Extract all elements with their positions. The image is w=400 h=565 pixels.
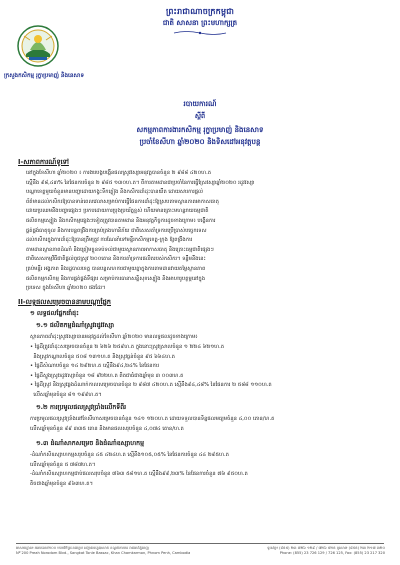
- subsection-1-3-paragraph: [30, 451, 386, 489]
- ministry-logo-icon: [16, 24, 60, 68]
- paragraph-line: បណ្តាខេត្តមួយចំនួនមានបញ្ហាដោយកង្វះទឹកភ្លៀង និងកសិករដាំដុះបានយឺត ដោយសារការផ្តល់: [26, 189, 203, 196]
- bullet-item: [30, 391, 382, 401]
- paragraph-line: លើសឆ្នាំមុនចំនួន ៩៩ ៣៣៥ តោន និងមានផលសរុបចំនួន ៤,០៧៤ តោន/ហ.ត: [30, 425, 184, 432]
- paragraph-line: ព័ត៌មានដល់កសិករឱ្យបានទាន់ពេលវេលាសម្រាប់ការធ្វើផែនការដាំដុះឱ្យស្របតាមស្ថានភាពអាកាសធាតុ: [26, 198, 219, 205]
- section-2-heading: [18, 298, 111, 308]
- paragraph-line: ផលិតកម្មកសិកម្ម និងការផ្គត់ផ្គង់ទីផ្សារ សម្រាប់ការធានាសន្តិសុខស្បៀង និងអាហារូបត្ថម្ភនៅក្នុង: [26, 275, 205, 282]
- subsection-1-heading: ១ លទ្ធផលផ្នែកដាំដុះ: [30, 310, 79, 317]
- paragraph-line: -ដំណាំកសិឧស្សាហកម្មសរុបចំនួន ៤៥ ៤២៤ហ.ត ស្មើនឹង១០៥,០៥% នៃផែនការចំនួន ៤៤ ២៩៥ហ.ត: [30, 452, 229, 458]
- section-2-heading-text: II-លទ្ធផលសម្រេចបាននាមបណ្តាផ្នែក: [18, 298, 111, 306]
- paragraph-line: ការប្រមូលផលស្រូវប្រាំងនៅខែសីហាសម្រេចបានចំនួន ១៤១ ១២០ហ.ត ដោយទទួលបានទិន្នផលមធ្យមចំនួន ៤,០០ តោន/ហ.ត: [30, 416, 275, 422]
- bullet-text: ផ្ទៃដីសំណាបចំនួន ១៤ ២៩២ហ.ត ស្មើនឹង៩៤,២៤% នៃផែនការ: [34, 363, 160, 370]
- bullet-text: ផ្ទៃដីស្ទូងស្រូវរដូវវស្សាចំនួន ១៨ ៩២២ហ.ត ពិតជាធំជាងឆ្នាំមុន ៣ ០០៣ហ.ត: [34, 372, 184, 379]
- paragraph-line: ផលិតកម្មស្បៀង និងកសិកម្មផ្សេងៗទៀតត្រូវបានតាមដាន និងអនុវត្តកិច្ចការដូចខាងក្រោម៖ បង្កើនការ: [26, 217, 216, 224]
- footer-address: [16, 546, 216, 556]
- bullet-item: • ផ្ទៃដីសំណាបចំនួន ១៤ ២៩២ហ.ត ស្មើនឹង៩៤,២៤% នៃផែនការ: [30, 363, 160, 370]
- paragraph-line: នៅក្នុងខែសីហា ឆ្នាំ២០២០ ៖ ការងារបង្កបង្កើនផលស្រូវវស្សាអនុវត្តបានចំនួន ២ ៩៨៨ ៤២០ហ.ត: [26, 170, 212, 176]
- report-period: ប្រចាំខែសីហា ឆ្នាំ២០២០ និងទិសដៅអនុវត្តបន្ត: [139, 138, 261, 146]
- bullet-item: [30, 353, 382, 363]
- kingdom-heading: ព្រះរាជាណាចក្រកម្ពុជា: [165, 7, 235, 16]
- paragraph-line: ជាពិសេសកម្មវិធីជាតិផ្តល់ពូជស្រូវ ២០០តោន និងការគាំទ្រការផលិតរបស់កសិករ។ ទន្ទឹមនឹងនេះ: [26, 256, 206, 263]
- bullet-item: • ផ្ទៃដីត្រូវដាំដុះសម្រេចបានចំនួន ២ ៦២៦ ២៥៩ហ.ត ក្នុងនោះស្រូវស្រាលចំនួន ១ ២២៤ ៦២១ហ.ត: [30, 344, 225, 350]
- paragraph-line: ស្ថានភាពដាំដុះស្រូវវស្សាបានអនុវត្តដល់ខែសីហា ឆ្នាំ២០២០ មានលទ្ធផលដូចខាងក្រោម៖: [30, 334, 198, 340]
- paragraph-line: ស្មើនឹង ៩៨,៤៣% នៃផែនការចំនួន ២ ៩៨៥ ១៣០ហ.ត។ ពីការតាមដានជាប្រចាំនៃការធ្វើស្រែវស្សាឆ្នាំ២០២០ រដូវវស្សា: [26, 179, 255, 186]
- paragraph-line: ដល់កសិករក្នុងការដាំដុះឱ្យបានត្រឹមត្រូវ ការណែនាំទៅមន្ទីរកសិកម្មខេត្ត-ក្រុង ឱ្យពង្រឹងការ: [26, 237, 193, 244]
- national-motto: ជាតិ សាសនា ព្រះមហាក្សត្រ: [162, 19, 238, 27]
- report-subject: សកម្មភាពការងារកសិកម្ម រុក្ខាប្រមាញ់ និងនេសាទ: [136, 126, 264, 134]
- paragraph-line: -ដំណាំកសិឧស្សាហកម្មជាប់ផលសរុបចំនួន ៧៦៣ ៥៨១ហ.ត ស្មើនឹង៩៩,២៣% នៃផែនការចំនួន ៧៦ ៩៥០ហ.ត: [30, 471, 248, 478]
- subsection-1-1-bullets: [30, 343, 382, 401]
- subsection-1-1-intro: [30, 333, 386, 343]
- ornament-divider-icon: [172, 30, 228, 36]
- paragraph-line: គ្រប់មន្ទីរ អង្គភាព និងរដ្ឋបាលខេត្ត បានបន្តសហការជាមួយគ្នាក្នុងការតាមដានវាយតម្លៃស្ថានភាព: [26, 265, 206, 272]
- paragraph-line: លើសឆ្នាំមុនចំនួន ៥ ៧៨៧ហ.ត។: [30, 461, 96, 468]
- footer-divider: [16, 543, 384, 544]
- footer-address-en: Nº 200 Preah Norodom Blvd., Sangkat Tonle Bassac, Khan Chamkarmon, Phnom Penh, Cambodia: [16, 551, 191, 555]
- bullet-text: លើសឆ្នាំមុនចំនួន ៨១ ១៩៩ហ.ត។: [33, 391, 102, 398]
- subsection-1-1-heading: ១.១ ផលិតកម្មដំណាំស្រូវរដូវវស្សា: [36, 322, 115, 329]
- footer-contact-kh: ទូរស័ព្ទ៖ (៨៥៥) ២៣ ៧២៦ ១២៩ / ៧២៦ ៥២៥ ទូរសារ៖ (៨៥៥) ២៣ ២១៧ ៣២០: [267, 546, 385, 550]
- bullet-item: • ផ្ទៃដីស្រូវ និងស្រូវឆ្លងដំណាក់កាលសម្រេចបានចំនួន ២ ៩៨៧ ៤២០ហ.ត ស្មើនឹង៩៤,៤៨% នៃផែនការ ២ ៥៨៨ ១១០ហ.ត: [30, 382, 272, 389]
- bullet-text: ផ្ទៃដីត្រូវដាំដុះសម្រេចបានចំនួន ២ ៦២៦ ២៥៩ហ.ត ក្នុងនោះស្រូវស្រាលចំនួន ១ ២២៤ ៦២១ហ.ត: [34, 344, 225, 350]
- bullet-text: និងស្រូវកណ្តាលចំនួន ៥០៨ ១៣១ហ.ត និងស្រូវធ្ងន់ចំនួន ៩៥ ៦៦៤ហ.ត: [33, 353, 175, 360]
- paragraph-line: ផ្គត់ផ្គង់ធាតុចូល និងការបន្តពង្រឹងការគ្រប់គ្រងហានិភ័យ ជាពិសេសគាំទ្រការប្រើប្រាស់បច្ចេកទេស: [26, 227, 207, 234]
- paragraph-line: តិចជាងឆ្នាំមុនចំនួន ៩៦៣ហ.ត។: [30, 480, 93, 487]
- paragraph-line: ដោយប្រឈមនឹងបញ្ហាផ្សេងៗ ប្រកបដោយការប្រុងប្រយ័ត្នខ្ពស់ ហើយមានគ្រោះមហន្តរាយធម្មជាតិ: [26, 208, 209, 215]
- paragraph-line: តាមដានស្ថានភាពដំណាំ និងត្រៀមខ្លួនទប់ទល់ជាមួយស្ថានភាពអាកាសធាតុ និងគ្រោះធម្មជាតិផ្សេងៗ: [26, 246, 214, 253]
- footer-contact-en: Phone: (855) 23 726 129 / 726 125, Fax: (855) 23 217 320: [279, 551, 385, 555]
- ministry-name: ក្រសួងកសិកម្ម រុក្ខាប្រមាញ់ និងនេសាទ: [4, 73, 85, 79]
- footer-address-kh: អាសយដ្ឋាន៖ អគារលេខ២០០ មហាវិថីព្រះនរោត្តម សង្កាត់ទន្លេបាសាក់ ខណ្ឌចំការមន រាជធានីភ្នំពេញ: [16, 546, 149, 550]
- subsection-1-3-heading: ១.៣ ដំណាំសាកសម្រេច និងដំណាំឧស្សាហកម្ម: [36, 440, 144, 447]
- subsection-1-2-heading: ១.២ ការប្រមូលផលស្រូវប្រាំងលើកទីពីរ: [36, 404, 127, 411]
- section-1-heading: [18, 158, 69, 168]
- bullet-text: ផ្ទៃដីស្រូវ និងស្រូវឆ្លងដំណាក់កាលសម្រេចបានចំនួន ២ ៩៨៧ ៤២០ហ.ត ស្មើនឹង៩៤,៤៨% នៃផែនការ ២ ៥៨៨ ១១០ហ.ត: [34, 382, 272, 389]
- paragraph-line: ប្រទេស ក្នុងខែសីហា ឆ្នាំ២០២០ ផងដែរ។: [26, 285, 106, 292]
- subsection-1-2-paragraph: [30, 415, 386, 434]
- section-1-paragraph: [26, 169, 382, 294]
- bullet-item: • ផ្ទៃដីស្ទូងស្រូវរដូវវស្សាចំនួន ១៨ ៩២២ហ.ត ពិតជាធំជាងឆ្នាំមុន ៣ ០០៣ហ.ត: [30, 372, 184, 379]
- report-title: របាយការណ៍: [183, 100, 217, 108]
- report-subtitle-about: ស្តីពី: [194, 112, 206, 120]
- section-1-heading-text: I-សភាពការណ៍ទូទៅ: [18, 158, 69, 166]
- footer-contact: [230, 546, 385, 556]
